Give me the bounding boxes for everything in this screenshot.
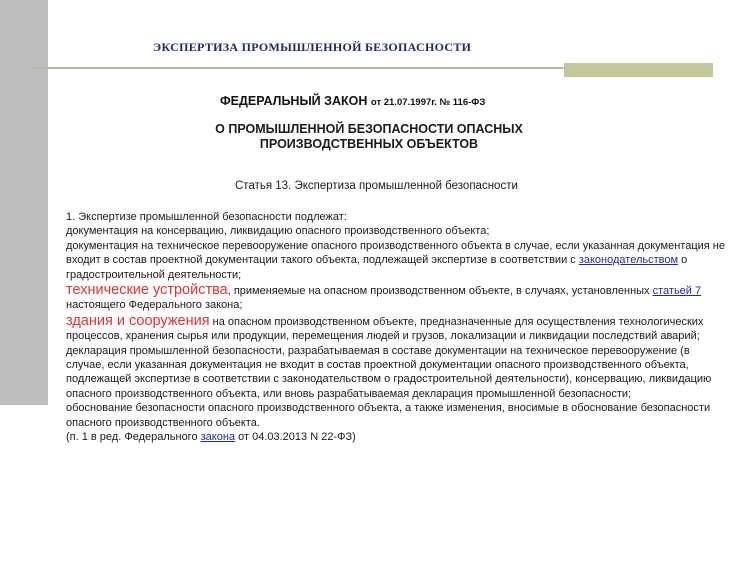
text: , применяемые на опасном производственном объекте, в случаях, установленных [227, 285, 653, 298]
text: настоящего Федерального закона; [66, 299, 243, 312]
paragraph-intro: 1. Экспертизе промышленной безопасности подлежат: [66, 211, 347, 223]
law-subtitle [160, 122, 578, 152]
paragraph-technical-devices [66, 282, 726, 313]
article-body [66, 210, 726, 445]
law-link[interactable]: закона [200, 431, 236, 444]
paragraph-amendment-note [66, 430, 726, 444]
text: на опасном производственном объекте, предназначенные для осуществления технологических процессов, хранения сырья или продукции, перемещения людей и грузов, локализации и ликвидации последствий аварий; [66, 315, 704, 343]
slide-title: ЭКСПЕРТИЗА ПРОМЫШЛЕННОЙ БЕЗОПАСНОСТИ [153, 40, 472, 54]
law-subtitle-line-1: О ПРОМЫШЛЕННОЙ БЕЗОПАСНОСТИ ОПАСНЫХ [215, 122, 523, 136]
legislation-link[interactable]: законодательством [578, 254, 679, 267]
law-date-number: от 21.07.1997г. № 116-ФЗ [370, 97, 486, 108]
text: (п. 1 в ред. Федерального [66, 431, 201, 444]
law-subtitle-line-2: ПРОИЗВОДСТВЕННЫХ ОБЪЕКТОВ [259, 137, 479, 151]
highlight-technical-devices: технические устройства [66, 282, 228, 299]
left-sidebar-bar [0, 0, 48, 405]
text: о градостроительной деятельности; [66, 254, 688, 281]
article-7-link[interactable]: статьей 7 [652, 285, 702, 298]
header-divider-line [32, 67, 564, 69]
text: от 04.03.2013 N 22-ФЗ) [235, 431, 356, 444]
paragraph-buildings [66, 313, 726, 344]
header-accent-block [564, 63, 713, 77]
paragraph-declaration: декларация промышленной безопасности, разрабатываемая в составе документации на техническое перевооружение (в случае, если указанная документация не входит в состав проектной документации опасного производственного объекта, подлежащей экспертизе в соответствии с законодательством о градостроительной деятельности), консервацию, ликвидацию опасного производственного объекта, или вновь разрабатываемая декларация промышленной безопасности; [66, 344, 712, 400]
paragraph-justification: обоснование безопасности опасного производственного объекта, а также изменения, вносимые в обоснование безопасности опасного производственного объекта. [66, 402, 711, 429]
highlight-buildings: здания и сооружения [66, 312, 210, 329]
paragraph-conservation: документация на консервацию, ликвидацию опасного производственного объекта; [66, 225, 490, 238]
law-heading [220, 94, 485, 108]
law-name: ФЕДЕРАЛЬНЫЙ ЗАКОН [220, 94, 368, 108]
article-title: Статья 13. Экспертиза промышленной безопасности [235, 180, 518, 192]
text: документация на техническое перевооружение опасного производственного объекта в случае, если указанная документация не входит в состав проектной документации такого объекта, подлежащей экспертизе в соответствии с [66, 239, 725, 267]
paragraph-reequipment [66, 239, 726, 282]
